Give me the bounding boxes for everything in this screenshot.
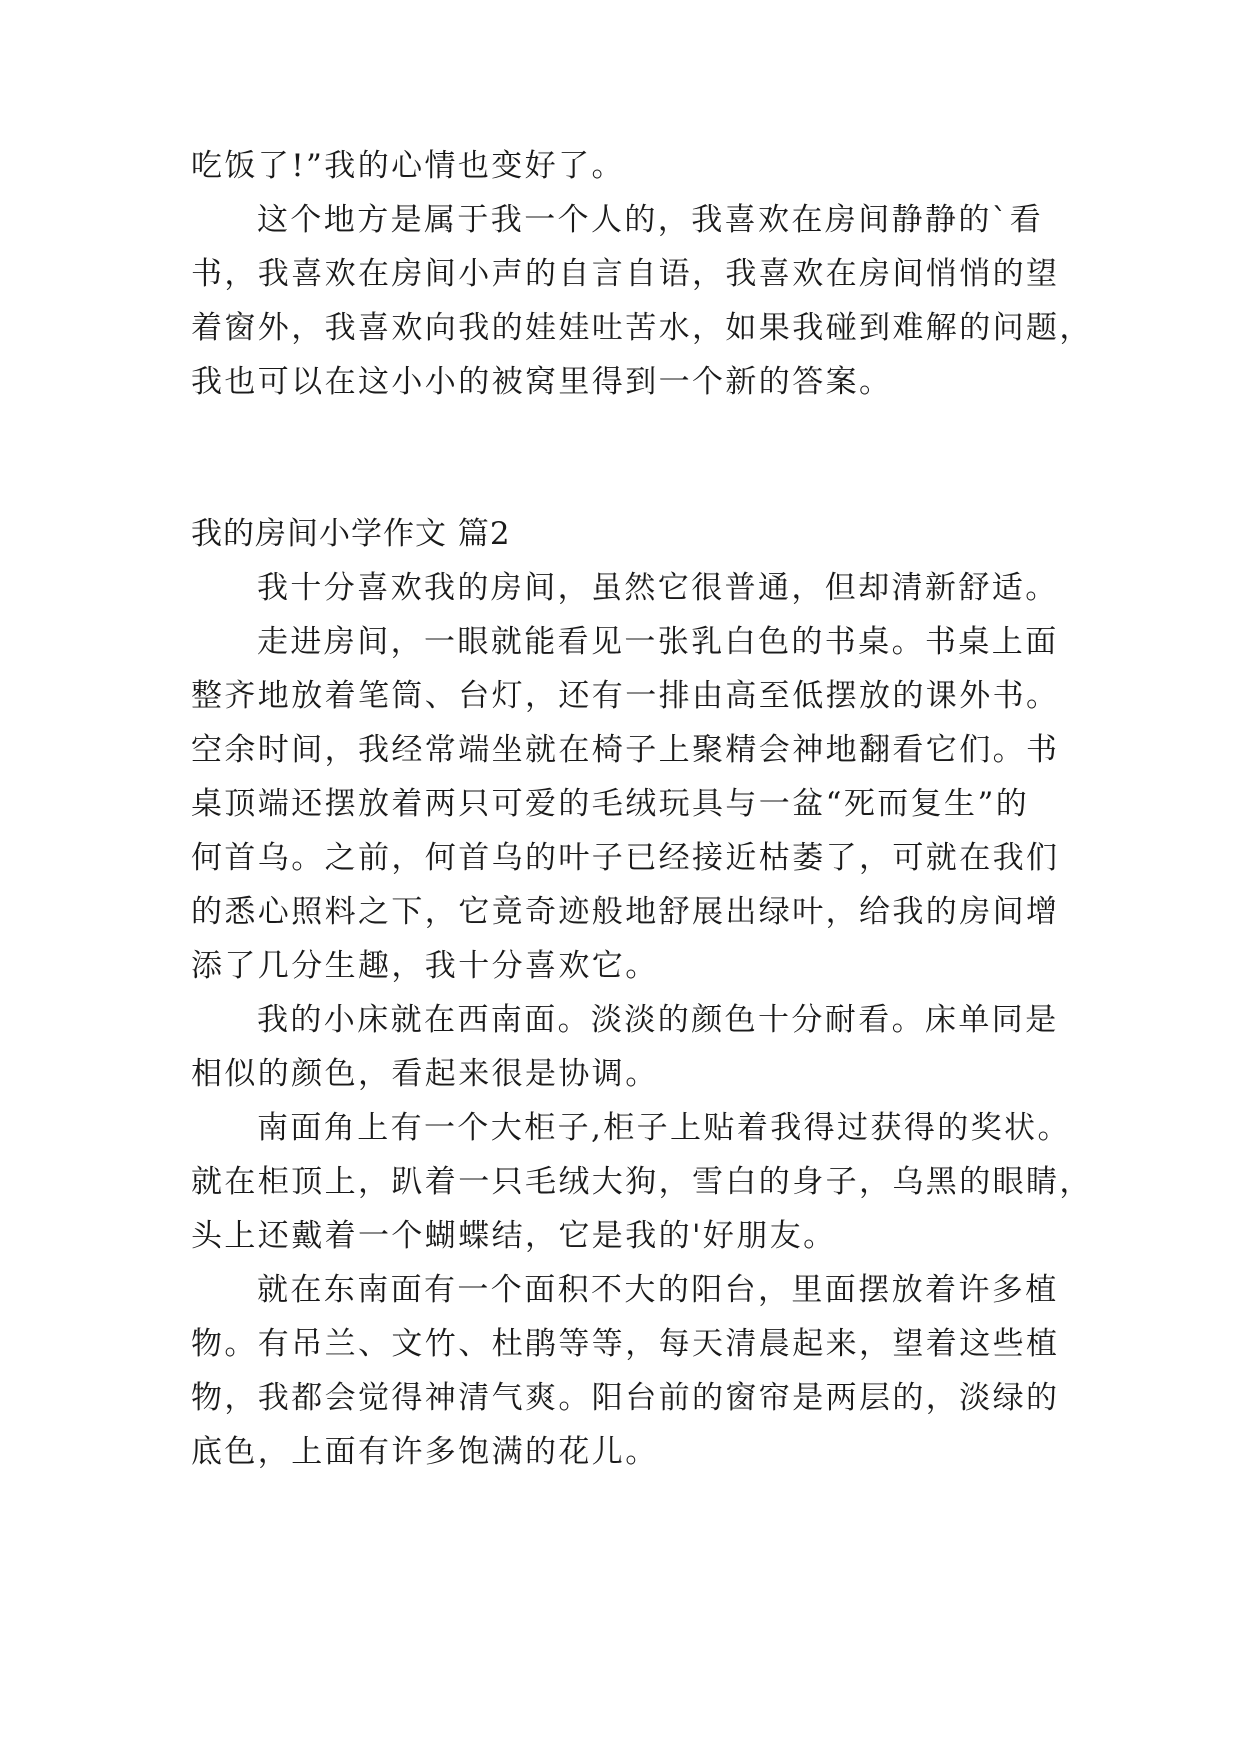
paragraph-line: 的悉心照料之下，它竟奇迹般地舒展出绿叶，给我的房间增 xyxy=(191,894,1060,930)
paragraph-line: 南面角上有一个大柜子,柜子上贴着我得过获得的奖状。 xyxy=(257,1110,1071,1146)
paragraph-line: 我的小床就在西南面。淡淡的颜色十分耐看。床单同是 xyxy=(257,1002,1059,1038)
paragraph-line: 添了几分生趣，我十分喜欢它。 xyxy=(191,948,659,984)
paragraph-line: 整齐地放着笔筒、台灯，还有一排由高至低摆放的课外书。 xyxy=(191,678,1060,714)
paragraph-line: 何首乌。之前，何首乌的叶子已经接近枯萎了，可就在我们 xyxy=(191,840,1060,876)
paragraph-line: 就在东南面有一个面积不大的阳台，里面摆放着许多植 xyxy=(257,1272,1059,1308)
paragraph-line: 着窗外，我喜欢向我的娃娃吐苦水，如果我碰到难解的问题， xyxy=(191,310,1093,346)
paragraph-line: 这个地方是属于我一个人的，我喜欢在房间静静的`看 xyxy=(257,202,1044,238)
paragraph-line: 我也可以在这小小的被窝里得到一个新的答案。 xyxy=(191,364,893,400)
paragraph-line: 就在柜顶上，趴着一只毛绒大狗，雪白的身子，乌黑的眼睛， xyxy=(191,1164,1093,1200)
paragraph-line: 空余时间，我经常端坐就在椅子上聚精会神地翻看它们。书 xyxy=(191,732,1060,768)
paragraph-line: 走进房间，一眼就能看见一张乳白色的书桌。书桌上面 xyxy=(257,624,1059,660)
paragraph-line: 物。有吊兰、文竹、杜鹃等等，每天清晨起来，望着这些植 xyxy=(191,1326,1060,1362)
paragraph-line: 物，我都会觉得神清气爽。阳台前的窗帘是两层的，淡绿的 xyxy=(191,1380,1060,1416)
paragraph-line: 我十分喜欢我的房间，虽然它很普通，但却清新舒适。 xyxy=(257,570,1059,606)
section-heading: 我的房间小学作文 篇2 xyxy=(191,516,511,552)
paragraph-line: 相似的颜色，看起来很是协调。 xyxy=(191,1056,659,1092)
paragraph-line: 桌顶端还摆放着两只可爱的毛绒玩具与一盆“死而复生”的 xyxy=(191,786,1030,822)
paragraph-line: 书，我喜欢在房间小声的自言自语，我喜欢在房间悄悄的望 xyxy=(191,256,1060,292)
paragraph-line: 底色，上面有许多饱满的花儿。 xyxy=(191,1434,659,1470)
paragraph-line: 吃饭了!”我的心情也变好了。 xyxy=(191,148,625,184)
paragraph-line: 头上还戴着一个蝴蝶结，它是我的'好朋友。 xyxy=(191,1218,837,1254)
